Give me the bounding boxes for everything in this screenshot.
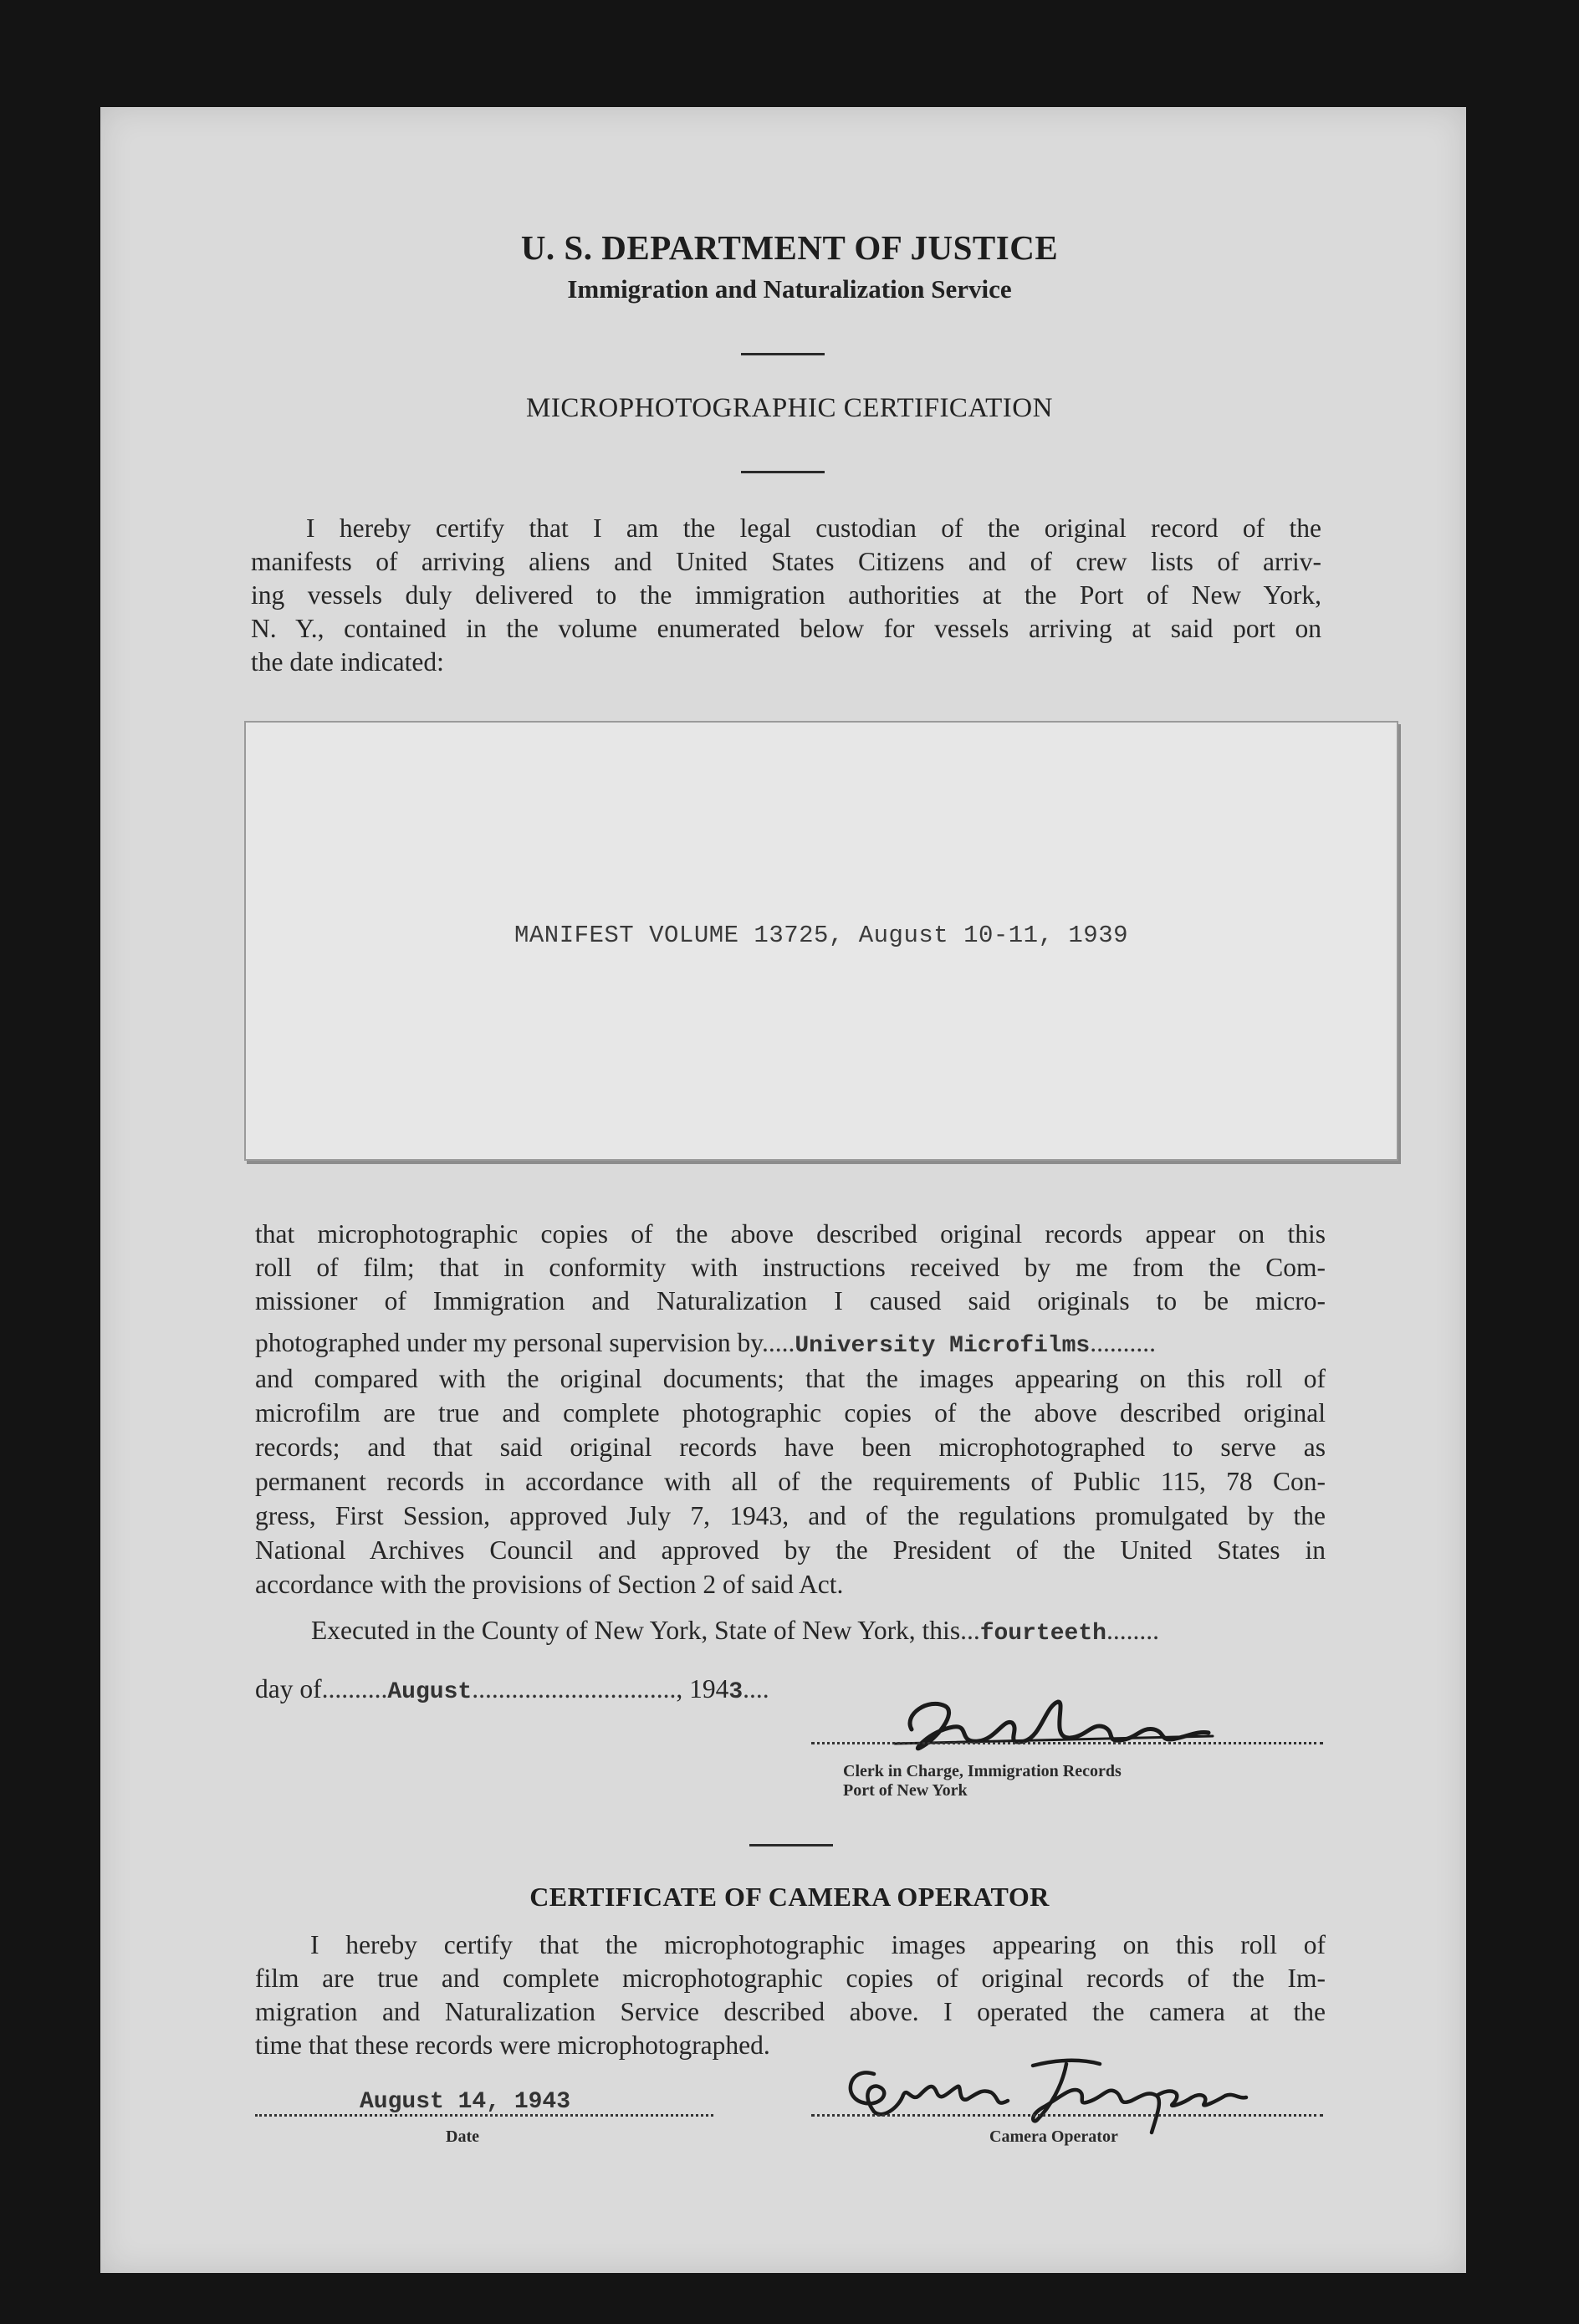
clerk-signature bbox=[878, 1681, 1221, 1773]
text-line: that microphotographic copies of the above described original records appear on this bbox=[255, 1219, 1326, 1249]
date-line: day of..........August..............................., 1943.... bbox=[255, 1674, 769, 1705]
service-subheading: Immigration and Naturalization Service bbox=[567, 274, 1012, 304]
operator-label: Camera Operator bbox=[989, 2127, 1118, 2146]
operator-signature-line bbox=[811, 2114, 1323, 2117]
text-line: accordance with the provisions of Section 2 of said Act. bbox=[255, 1570, 844, 1599]
body-paragraph-continued bbox=[255, 1361, 1326, 1601]
camera-operator-signature bbox=[824, 2041, 1275, 2141]
text-line: missioner of Immigration and Naturalization I caused said originals to be micro- bbox=[255, 1286, 1326, 1315]
text-line: gress, First Session, approved July 7, 1943, and of the regulations promulgated by the bbox=[255, 1501, 1326, 1530]
text-line: N. Y., contained in the volume enumerated below for vessels arriving at said port on bbox=[251, 614, 1321, 643]
text-line: the date indicated: bbox=[251, 647, 444, 677]
divider bbox=[749, 1844, 833, 1846]
text-line: roll of film; that in conformity with instructions received by me from the Com- bbox=[255, 1253, 1326, 1282]
supervision-prefix: photographed under my personal supervision by bbox=[255, 1328, 762, 1357]
executed-line: Executed in the County of New York, State of New York, this...fourteeth........ bbox=[311, 1616, 1159, 1647]
text-line: migration and Naturalization Service described above. I operated the camera at the bbox=[255, 1997, 1326, 2026]
text-line: permanent records in accordance with all of the requirements of Public 115, 78 Con- bbox=[255, 1467, 1326, 1496]
text-line: microfilm are true and complete photographic copies of the above described original bbox=[255, 1398, 1326, 1428]
text-line: records; and that said original records have been microphotographed to serve as bbox=[255, 1433, 1326, 1462]
volume-text: MANIFEST VOLUME 13725, August 10-11, 1939 bbox=[514, 922, 1129, 949]
camera-date: August 14, 1943 bbox=[360, 2089, 571, 2115]
date-label: Date bbox=[446, 2127, 479, 2146]
divider bbox=[741, 353, 825, 355]
year-prefix: , 194 bbox=[676, 1674, 729, 1703]
text-line: film are true and complete microphotographic copies of original records of the Im- bbox=[255, 1964, 1326, 1993]
microfilm-company: University Microfilms bbox=[795, 1333, 1091, 1359]
body-paragraph bbox=[255, 1218, 1326, 1318]
department-heading: U. S. DEPARTMENT OF JUSTICE bbox=[520, 228, 1059, 267]
text-line: I hereby certify that I am the legal custodian of the original record of the bbox=[306, 513, 1321, 543]
supervision-line: photographed under my personal supervision by.....University Microfilms.......... bbox=[255, 1328, 1156, 1359]
divider bbox=[741, 471, 825, 473]
volume-card bbox=[244, 721, 1398, 1161]
camera-certificate-title: CERTIFICATE OF CAMERA OPERATOR bbox=[529, 1882, 1050, 1912]
text-line: I hereby certify that the microphotographic images appearing on this roll of bbox=[310, 1930, 1326, 1959]
text-line: time that these records were microphotographed. bbox=[255, 2030, 770, 2060]
text-line: and compared with the original documents; that the images appearing on this roll of bbox=[255, 1364, 1326, 1393]
text-line: manifests of arriving aliens and United States Citizens and of crew lists of arriv- bbox=[251, 547, 1321, 576]
intro-paragraph bbox=[251, 512, 1321, 679]
executed-day: fourteeth bbox=[979, 1621, 1106, 1647]
text-line: National Archives Council and approved by the President of the United States in bbox=[255, 1535, 1326, 1565]
certification-title: MICROPHOTOGRAPHIC CERTIFICATION bbox=[526, 393, 1053, 423]
text-line: ing vessels duly delivered to the immigration authorities at the Port of New York, bbox=[251, 580, 1321, 610]
day-of-label: day of bbox=[255, 1674, 322, 1703]
clerk-signature-line bbox=[811, 1742, 1323, 1744]
executed-month: August bbox=[387, 1679, 473, 1705]
clerk-title: Clerk in Charge, Immigration Records Port of New York bbox=[843, 1762, 1122, 1800]
year-digit: 3 bbox=[728, 1679, 744, 1705]
executed-prefix: Executed in the County of New York, State of New York, this bbox=[311, 1616, 961, 1645]
